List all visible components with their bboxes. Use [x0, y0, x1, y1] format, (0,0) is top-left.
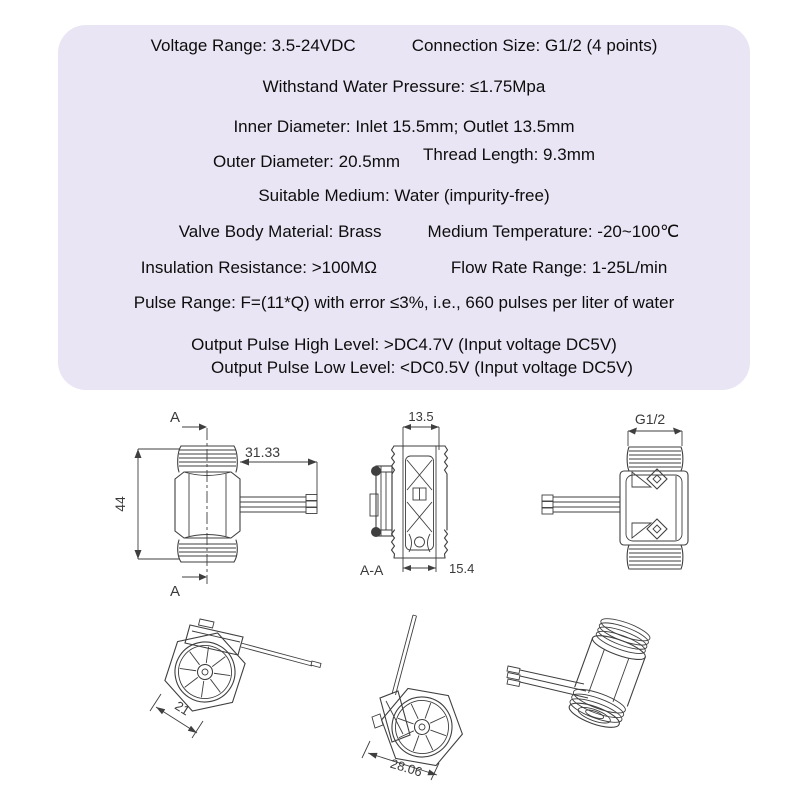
turbine-face	[375, 685, 468, 769]
spec-row-voltage-connection	[58, 35, 750, 57]
dim-height	[112, 449, 180, 559]
spec-row-pulse-high	[58, 334, 750, 356]
sensor-housing	[185, 619, 243, 655]
spec-valve-material: Valve Body Material: Brass	[178, 222, 382, 241]
spec-voltage-range: Voltage Range: 3.5-24VDC	[150, 36, 356, 55]
spec-suitable-medium: Suitable Medium: Water (impurity-free)	[258, 186, 550, 205]
dim-thread-size	[628, 411, 682, 446]
spec-output-pulse-low: Output Pulse Low Level: <DC0.5V (Input voltage DC5V)	[211, 358, 633, 377]
section-view-label: A-A	[360, 562, 384, 578]
sensor-body-iso	[565, 614, 654, 733]
spec-row-pulse-range	[58, 292, 750, 314]
dim-wire-length-value: 31.33	[245, 444, 281, 460]
spec-thread-length: Thread Length: 9.3mm	[423, 145, 596, 164]
dim-depth-value: 21	[172, 697, 193, 719]
spec-row-water-pressure	[58, 76, 750, 98]
dim-width-value: 28.06	[388, 755, 425, 780]
section-arrow-top	[199, 424, 207, 431]
bottom-threads	[627, 545, 683, 569]
spec-row-insulation-flowrate	[58, 257, 750, 279]
sensor-housing-section	[370, 466, 392, 537]
bottom-threads	[178, 540, 238, 562]
spec-outer-diameter: Outer Diameter: 20.5mm	[212, 152, 401, 171]
spec-row-material-temperature	[83, 221, 775, 243]
sensor-body-rear	[620, 469, 688, 545]
sensor-wire	[392, 615, 417, 695]
dim-inner-bottom	[403, 558, 474, 576]
spec-row-pulse-low	[76, 357, 768, 379]
section-arrow-bottom	[199, 574, 207, 581]
tilted-view-left-drawing	[140, 605, 340, 770]
spec-row-medium	[58, 185, 750, 207]
dim-inner-top-value: 13.5	[408, 409, 434, 424]
top-threads	[627, 447, 683, 471]
spec-pulse-range: Pulse Range: F=(11*Q) with error ≤3%, i.e., 660 pulses per liter of water	[133, 293, 675, 312]
hex-body	[175, 472, 240, 538]
spec-water-pressure: Withstand Water Pressure: ≤1.75Mpa	[262, 77, 546, 96]
isometric-view-drawing	[498, 600, 748, 760]
spec-flow-rate-range: Flow Rate Range: 1-25L/min	[450, 258, 668, 277]
section-view-drawing	[352, 402, 517, 587]
section-label-top: A	[169, 409, 181, 426]
sectioned-body	[392, 446, 448, 558]
sensor-wire	[241, 643, 321, 668]
spec-insulation-resistance: Insulation Resistance: >100MΩ	[140, 258, 377, 277]
sensor-wires	[507, 666, 588, 698]
sensor-wires	[240, 495, 317, 514]
spec-inner-diameter: Inner Diameter: Inlet 15.5mm; Outlet 13.5mm	[233, 117, 575, 136]
dim-thread-size-value: G1/2	[634, 411, 666, 427]
spec-panel	[58, 25, 750, 390]
inner-cavity	[406, 456, 434, 552]
spec-row-outer-diameter-thread	[58, 145, 750, 173]
spec-medium-temperature: Medium Temperature: -20~100℃	[427, 222, 680, 241]
dim-inner-top	[403, 409, 439, 450]
spec-row-inner-diameter	[58, 116, 750, 138]
dim-height-value: 44	[112, 496, 128, 512]
dim-inner-bottom-value: 15.4	[449, 561, 475, 576]
spec-output-pulse-high: Output Pulse High Level: >DC4.7V (Input voltage DC5V)	[191, 335, 617, 354]
rear-view-drawing	[532, 400, 767, 600]
top-threads	[178, 446, 238, 472]
dim-width	[362, 741, 439, 780]
spec-connection-size: Connection Size: G1/2 (4 points)	[411, 36, 658, 55]
section-label-bottom: A	[169, 583, 181, 600]
sensor-housing	[372, 691, 410, 742]
sensor-wires	[542, 495, 620, 514]
front-view-drawing	[105, 400, 345, 600]
